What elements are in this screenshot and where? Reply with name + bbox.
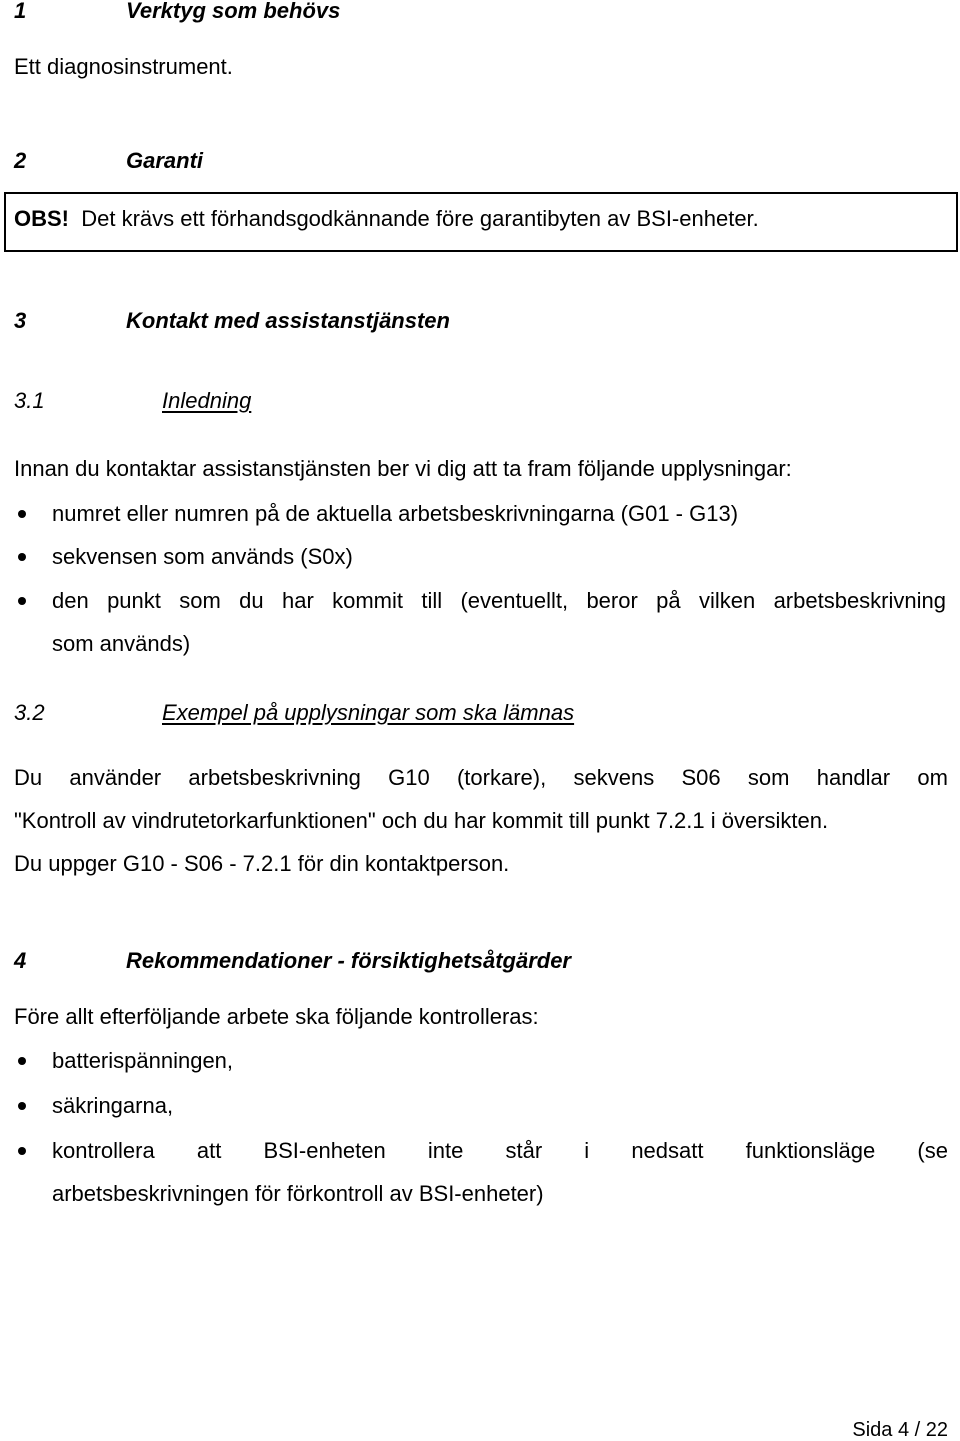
paragraph-line: "Kontroll av vindrutetorkarfunktionen" och du har kommit till punkt 7.2.1 i översikten. bbox=[14, 808, 829, 833]
word: inte bbox=[427, 1138, 464, 1163]
section-number: 4 bbox=[14, 948, 27, 973]
page-number: Sida 4 / 22 bbox=[852, 1419, 948, 1441]
bullet-dot bbox=[18, 1057, 26, 1065]
word: handlar bbox=[816, 765, 891, 790]
obs-label: OBS! bbox=[14, 206, 69, 231]
obs-text: Det krävs ett förhandsgodkännande före garantibyten av BSI-enheter. bbox=[81, 206, 759, 231]
section-number: 1 bbox=[14, 0, 27, 23]
section-title: Inledning bbox=[162, 388, 252, 413]
word: som bbox=[179, 588, 221, 613]
word: BSI-enheten bbox=[263, 1138, 386, 1163]
section-title: Verktyg som behövs bbox=[126, 0, 341, 23]
word: använder bbox=[69, 765, 162, 790]
list-item-justified bbox=[52, 1140, 948, 1162]
section-title: Exempel på upplysningar som ska lämnas bbox=[162, 700, 575, 725]
word: i bbox=[584, 1138, 590, 1163]
section-3-2-heading bbox=[14, 702, 714, 726]
paragraph-line-justified bbox=[14, 767, 948, 789]
word: att bbox=[196, 1138, 222, 1163]
section-title: Kontakt med assistanstjänsten bbox=[126, 308, 450, 333]
section-3-1-heading bbox=[14, 390, 514, 414]
word: funktionsläge bbox=[745, 1138, 876, 1163]
word: kontrollera bbox=[52, 1138, 155, 1163]
word: beror bbox=[586, 588, 638, 613]
word: nedsatt bbox=[631, 1138, 704, 1163]
word: har bbox=[281, 588, 314, 613]
section-title: Rekommendationer - försiktighetsåtgärder bbox=[126, 948, 571, 973]
list-item: numret eller numren på de aktuella arbetsbeskrivningarna (G01 - G13) bbox=[52, 501, 739, 526]
word: sekvens bbox=[573, 765, 655, 790]
bullet-dot bbox=[18, 1102, 26, 1110]
list-item-continuation: arbetsbeskrivningen för förkontroll av BSI-enheter) bbox=[52, 1181, 544, 1206]
list-item: säkringarna, bbox=[52, 1093, 174, 1118]
section-number: 3 bbox=[14, 308, 27, 333]
section-number: 3.2 bbox=[14, 700, 45, 725]
word: arbetsbeskrivning bbox=[188, 765, 361, 790]
section-number: 3.1 bbox=[14, 388, 45, 413]
word: G10 bbox=[388, 765, 430, 790]
bullet-dot bbox=[18, 553, 26, 561]
list-item: batterispänningen, bbox=[52, 1048, 234, 1073]
bullet-dot bbox=[18, 510, 26, 518]
bullet-dot bbox=[18, 1147, 26, 1155]
list-item-justified bbox=[52, 590, 946, 612]
section-4-heading bbox=[14, 950, 714, 974]
section-4-intro: Före allt efterföljande arbete ska följande kontrolleras: bbox=[14, 1004, 539, 1029]
list-item-continuation: som används) bbox=[52, 631, 191, 656]
bullet-dot bbox=[18, 597, 26, 605]
word: den bbox=[52, 588, 89, 613]
obs-notice bbox=[14, 208, 759, 230]
word: vilken bbox=[698, 588, 756, 613]
section-3-1-intro: Innan du kontaktar assistanstjänsten ber vi dig att ta fram följande upplysningar: bbox=[14, 456, 792, 481]
word: (eventuellt, bbox=[460, 588, 569, 613]
section-number: 2 bbox=[14, 148, 27, 173]
word: (torkare), bbox=[456, 765, 547, 790]
section-3-heading bbox=[14, 310, 614, 334]
word: S06 bbox=[681, 765, 721, 790]
word: Du bbox=[14, 765, 43, 790]
section-1-body: Ett diagnosinstrument. bbox=[14, 54, 233, 79]
word: till bbox=[421, 588, 443, 613]
section-2-heading bbox=[14, 150, 514, 174]
word: står bbox=[505, 1138, 543, 1163]
section-title: Garanti bbox=[126, 148, 204, 173]
section-1-heading bbox=[14, 0, 514, 24]
word: kommit bbox=[332, 588, 403, 613]
word: på bbox=[656, 588, 681, 613]
paragraph-line: Du uppger G10 - S06 - 7.2.1 för din kontaktperson. bbox=[14, 851, 510, 876]
word: punkt bbox=[107, 588, 161, 613]
word: som bbox=[747, 765, 790, 790]
list-item: sekvensen som används (S0x) bbox=[52, 544, 353, 569]
word: arbetsbeskrivning bbox=[773, 588, 946, 613]
word: (se bbox=[917, 1138, 948, 1163]
word: om bbox=[917, 765, 948, 790]
word: du bbox=[239, 588, 264, 613]
